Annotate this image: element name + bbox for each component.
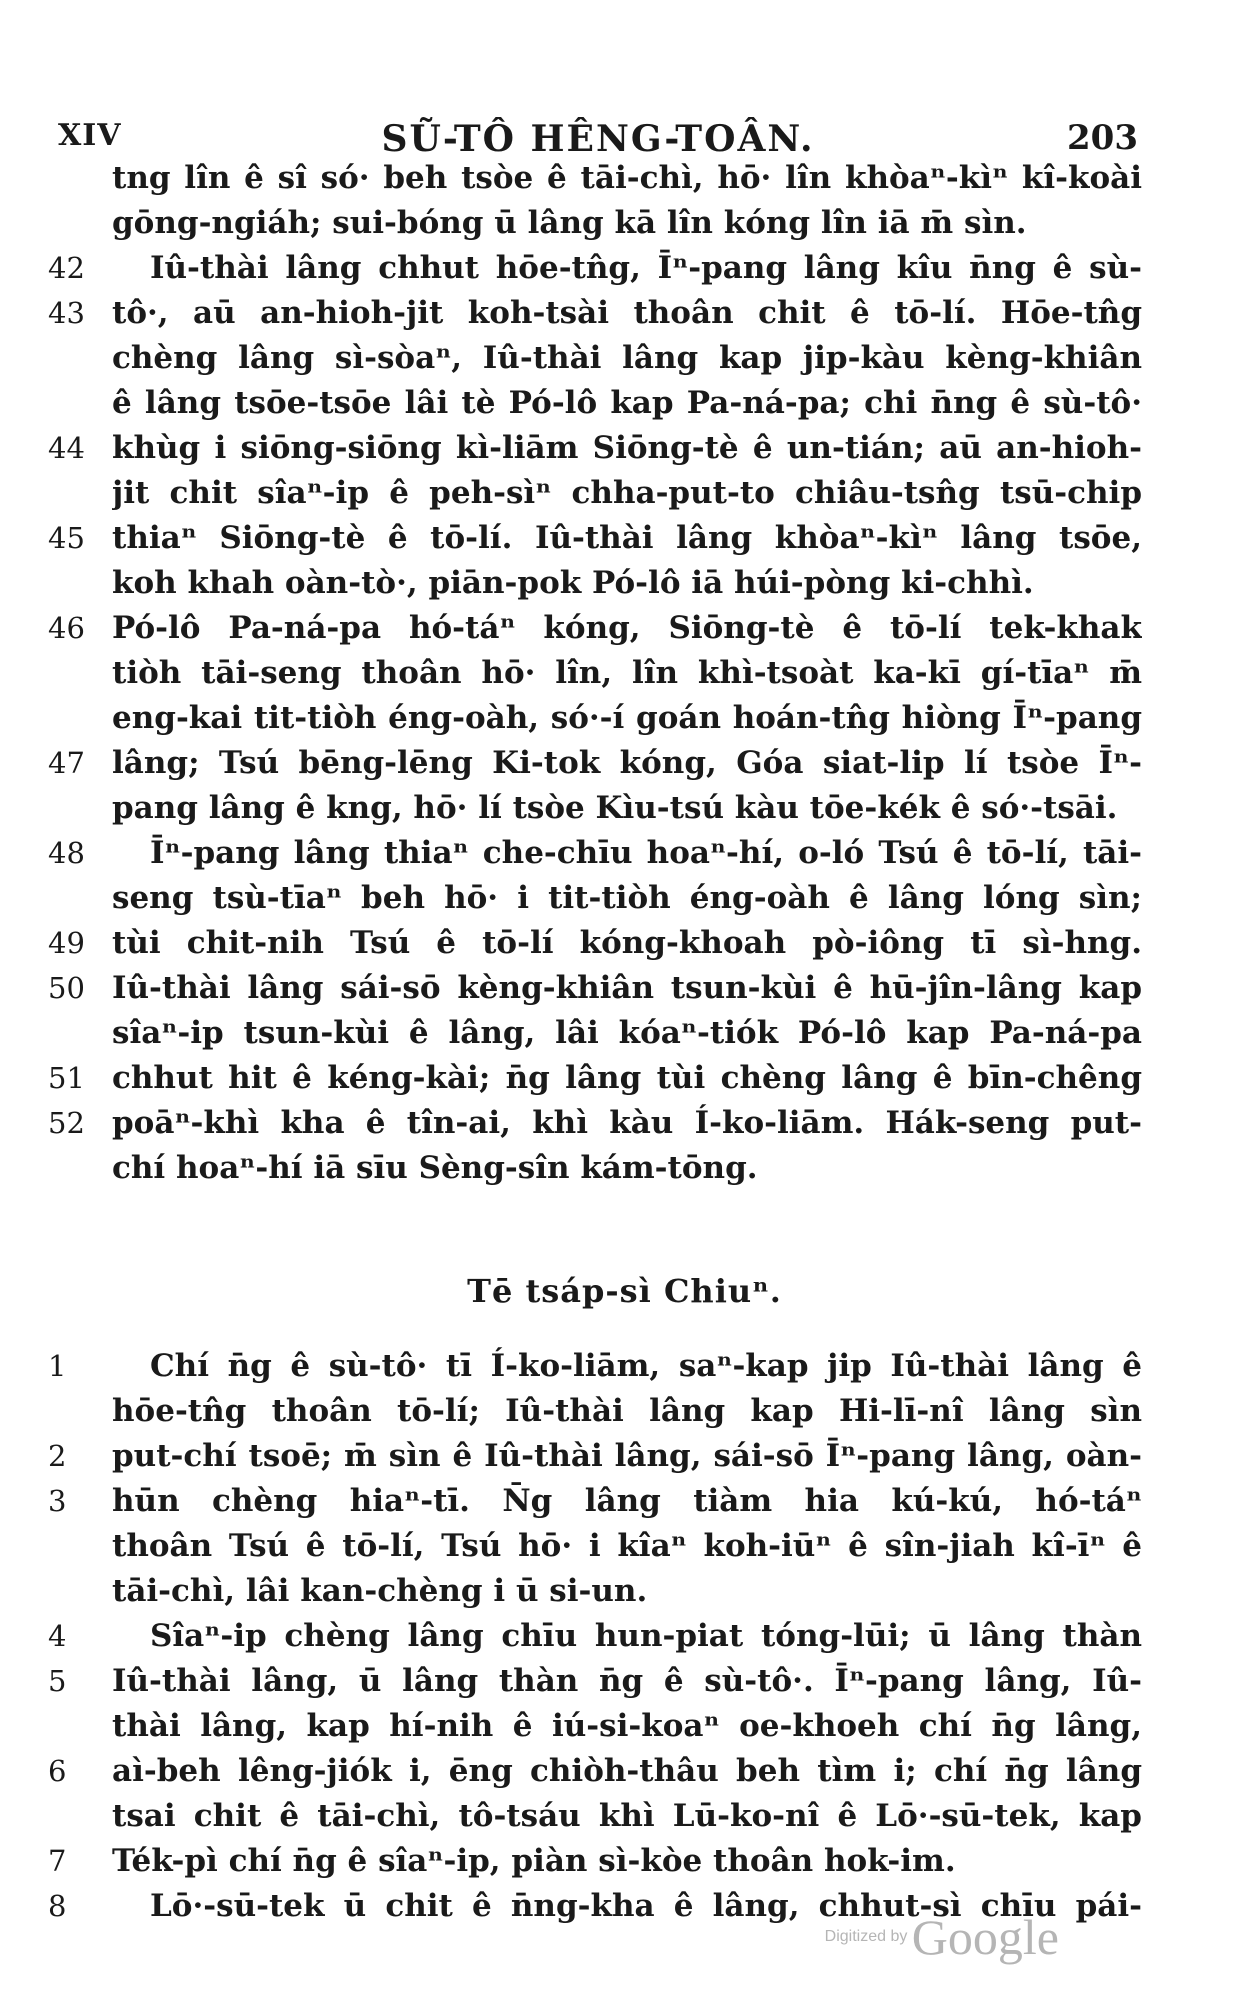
page-number: 203 [1067, 118, 1138, 158]
verse-number: 6 [48, 1754, 67, 1788]
line-text: koh khah oàn-tò·, piān-pok Pó-lô iā húi-pòng ki-chhì. [112, 565, 1034, 601]
text-line [0, 786, 1249, 831]
line-text: tô·, aū an-hioh-jit koh-tsài thoân chit ê tō-lí. Hōe-tn̂g [112, 295, 1142, 331]
line-text: sîaⁿ-ip tsun-kùi ê lâng, lâi kóaⁿ-tiók Pó-lô kap Pa-ná-pa [112, 1015, 1142, 1051]
line-text: gōng-ngiáh; sui-bóng ū lâng kā lîn kóng lîn iā m̄ sìn. [112, 205, 1027, 241]
text-line [0, 1704, 1249, 1749]
text-line [0, 831, 1249, 876]
line-text: Pó-lô Pa-ná-pa hó-táⁿ kóng, Siōng-tè ê tō-lí tek-khak [112, 610, 1142, 646]
line-text: eng-kai tit-tiòh éng-oàh, só·-í goán hoán-tn̂g hiòng Īⁿ-pang [112, 700, 1142, 736]
verse-number: 47 [48, 746, 85, 780]
verse-number: 2 [48, 1439, 67, 1473]
verse-number: 49 [48, 926, 85, 960]
line-text: thài lâng, kap hí-nih ê iú-si-koaⁿ oe-khoeh chí n̄g lâng, [112, 1708, 1142, 1744]
verse-number: 4 [48, 1619, 67, 1653]
text-line [0, 381, 1249, 426]
line-text: tng lîn ê sî só· beh tsòe ê tāi-chì, hō· lîn khòaⁿ-kìⁿ kî-koài [112, 160, 1142, 196]
verse-number: 8 [48, 1889, 67, 1923]
verse-number: 42 [48, 251, 85, 285]
line-text: poāⁿ-khì kha ê tîn-ai, khì kàu Í-ko-liām. Hák-seng put- [112, 1105, 1142, 1141]
text-line [0, 1524, 1249, 1569]
text-line [0, 741, 1249, 786]
line-text: lâng; Tsú bēng-lēng Ki-tok kóng, Góa siat-lip lí tsòe Īⁿ- [112, 745, 1142, 781]
text-block-chapter-14 [0, 1344, 1249, 1929]
line-text: Lō·-sū-tek ū chit ê n̄ng-kha ê lâng, chhut-sì chīu pái- [150, 1888, 1142, 1924]
text-line [0, 1434, 1249, 1479]
text-line [0, 1101, 1249, 1146]
line-text: jit chit sîaⁿ-ip ê peh-sìⁿ chha-put-to chiâu-tsn̂g tsū-chip [112, 475, 1142, 511]
text-line [0, 516, 1249, 561]
line-text: thiaⁿ Siōng-tè ê tō-lí. Iû-thài lâng khòaⁿ-kìⁿ lâng tsōe, [112, 520, 1142, 556]
line-text: Ték-pì chí n̄g ê sîaⁿ-ip, piàn sì-kòe thoân hok-im. [112, 1843, 956, 1879]
text-line [0, 696, 1249, 741]
google-logo: Google [911, 1909, 1059, 1965]
verse-number: 3 [48, 1484, 67, 1518]
line-text: thoân Tsú ê tō-lí, Tsú hō· i kîaⁿ koh-iūⁿ ê sîn-jiah kî-īⁿ ê [112, 1528, 1142, 1564]
text-line [0, 561, 1249, 606]
text-line [0, 336, 1249, 381]
digitized-watermark [825, 1908, 1059, 1966]
line-text: aì-beh lêng-jiók i, ēng chiòh-thâu beh tìm i; chí n̄g lâng [112, 1753, 1142, 1789]
verse-number: 52 [48, 1106, 85, 1140]
digitized-label: Digitized by [824, 1928, 908, 1945]
line-text: ê lâng tsōe-tsōe lâi tè Pó-lô kap Pa-ná-pa; chi n̄ng ê sù-tô· [112, 385, 1142, 421]
page-roman-numeral: XIV [58, 118, 122, 153]
line-text: seng tsù-tīaⁿ beh hō· i tit-tiòh éng-oàh ê lâng lóng sìn; [112, 880, 1142, 916]
text-line [0, 1839, 1249, 1884]
running-title: SŨ-TÔ HÊNG-TOÂN. [381, 118, 815, 160]
text-line [0, 291, 1249, 336]
line-text: chhut hit ê kéng-kài; n̄g lâng tùi chèng lâng ê bīn-chêng [112, 1060, 1142, 1096]
verse-number: 51 [48, 1061, 85, 1095]
verse-number: 7 [48, 1844, 67, 1878]
text-line [0, 1614, 1249, 1659]
text-line [0, 1479, 1249, 1524]
chapter-heading: Tē tsáp-sì Chiuⁿ. [467, 1272, 782, 1310]
line-text: khùg i siōng-siōng kì-liām Siōng-tè ê un-tián; aū an-hioh- [112, 430, 1142, 466]
text-block-chapter-end [0, 156, 1249, 1191]
text-line [0, 201, 1249, 246]
text-line [0, 1569, 1249, 1614]
text-line [0, 1389, 1249, 1434]
line-text: tāi-chì, lâi kan-chèng i ū si-un. [112, 1573, 648, 1609]
text-line [0, 426, 1249, 471]
text-line [0, 921, 1249, 966]
line-text: put-chí tsoē; m̄ sìn ê Iû-thài lâng, sái-sō Īⁿ-pang lâng, oàn- [112, 1438, 1142, 1474]
text-line [0, 246, 1249, 291]
line-text: chèng lâng sì-sòaⁿ, Iû-thài lâng kap jip-kàu kèng-khiân [112, 340, 1142, 376]
line-text: Iû-thài lâng chhut hōe-tn̂g, Īⁿ-pang lâng kîu n̄ng ê sù- [150, 250, 1142, 286]
line-text: Iû-thài lâng, ū lâng thàn n̄g ê sù-tô·. Īⁿ-pang lâng, Iû- [112, 1663, 1142, 1699]
line-text: tùi chit-nih Tsú ê tō-lí kóng-khoah pò-iông tī sì-hng. [112, 925, 1142, 961]
text-line [0, 1056, 1249, 1101]
line-text: Chí n̄g ê sù-tô· tī Í-ko-liām, saⁿ-kap jip Iû-thài lâng ê [150, 1348, 1142, 1384]
line-text: hūn chèng hiaⁿ-tī. N̄g lâng tiàm hia kú-kú, hó-táⁿ [112, 1483, 1142, 1519]
line-text: Sîaⁿ-ip chèng lâng chīu hun-piat tóng-lūi; ū lâng thàn [150, 1618, 1142, 1654]
line-text: tiòh tāi-seng thoân hō· lîn, lîn khì-tsoàt ka-kī gí-tīaⁿ m̄ [112, 655, 1142, 691]
line-text: tsai chit ê tāi-chì, tô-tsáu khì Lū-ko-nî ê Lō·-sū-tek, kap [112, 1798, 1142, 1834]
text-line [0, 1749, 1249, 1794]
line-text: hōe-tn̂g thoân tō-lí; Iû-thài lâng kap Hi-lī-nî lâng sìn [112, 1393, 1142, 1429]
text-line [0, 1146, 1249, 1191]
verse-number: 5 [48, 1664, 67, 1698]
verse-number: 50 [48, 971, 85, 1005]
verse-number: 1 [48, 1349, 67, 1383]
verse-number: 43 [48, 296, 85, 330]
text-line [0, 606, 1249, 651]
text-line [0, 471, 1249, 516]
text-line [0, 966, 1249, 1011]
verse-number: 48 [48, 836, 85, 870]
line-text: Īⁿ-pang lâng thiaⁿ che-chīu hoaⁿ-hí, o-ló Tsú ê tō-lí, tāi- [150, 835, 1142, 871]
text-line [0, 1344, 1249, 1389]
line-text: pang lâng ê kng, hō· lí tsòe Kìu-tsú kàu tōe-kék ê só·-tsāi. [112, 790, 1118, 826]
verse-number: 44 [48, 431, 85, 465]
line-text: chí hoaⁿ-hí iā sīu Sèng-sîn kám-tōng. [112, 1150, 758, 1186]
line-text: Iû-thài lâng sái-sō kèng-khiân tsun-kùi ê hū-jîn-lâng kap [112, 970, 1142, 1006]
text-line [0, 1884, 1249, 1929]
text-line [0, 1011, 1249, 1056]
text-line [0, 156, 1249, 201]
verse-number: 45 [48, 521, 85, 555]
text-line [0, 651, 1249, 696]
text-line [0, 876, 1249, 921]
text-line [0, 1794, 1249, 1839]
text-line [0, 1659, 1249, 1704]
verse-number: 46 [48, 611, 85, 645]
